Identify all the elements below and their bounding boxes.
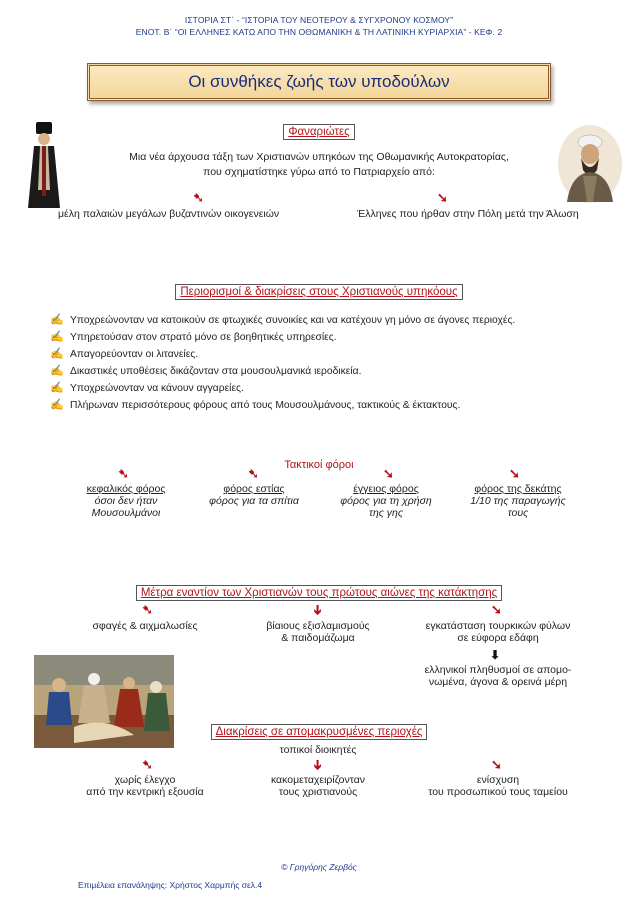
restrictions-heading: Περιορισμοί & διακρίσεις στους Χριστιανούς υπηκόους: [175, 284, 462, 300]
footer-copyright: © Γρηγόρης Ζερβός: [281, 862, 357, 872]
footer-credit: Επιμέλεια επανάληψης: Χρήστος Χαρμπής σελ.4: [78, 880, 263, 890]
remote-heading: Διακρίσεις σε απομακρυσμένες περιοχές: [211, 724, 428, 740]
arrow-down-right-icon: ➘: [509, 466, 520, 481]
arrow-down-right-icon: ➘: [491, 757, 502, 772]
arrow-down-icon: ➔: [310, 604, 326, 616]
remote-local-governors: τοπικοί διοικητές: [279, 744, 357, 756]
taxes-heading-row: [0, 455, 638, 473]
measure-islamization: βίαιους εξισλαμισμούς & παιδομάζωμα: [266, 620, 370, 644]
tax-item-land: έγγειος φόρος φόρος για τη χρήση της γης: [340, 483, 432, 519]
measure-slaughter: σφαγές & αιχμαλωσίες: [92, 620, 198, 632]
tax-item-hearth: φόρος εστίας φόρος για τα σπίτια: [209, 483, 299, 507]
list-item: ✍ Υποχρεώνονταν να κατοικούν σε φτωχικές συνοικίες και να κατέχουν γη μόνο σε άγονες περιοχές.: [50, 312, 515, 329]
arrow-down-left-icon: ➷: [142, 757, 153, 772]
tax-item-capitation: κεφαλικός φόρος όσοι δεν ήταν Μουσουλμάνοι: [86, 483, 166, 519]
list-item: ✍ Απαγορεύονταν οι λιτανείες.: [50, 346, 515, 363]
pen-bullet-icon: ✍: [50, 331, 64, 343]
phanariots-origin-right: Έλληνες που ήρθαν στην Πόλη μετά την Άλωση: [357, 208, 579, 220]
pen-bullet-icon: ✍: [50, 314, 64, 326]
taxes-heading: Τακτικοί φόροι: [284, 459, 354, 471]
restrictions-heading-row: [0, 282, 638, 300]
remote-mistreatment: κακομεταχειρίζονταν τους χριστιανούς: [270, 774, 366, 798]
phanariots-desc-line-2: που σχηματίστηκε γύρω από το Πατριαρχείο από:: [203, 166, 435, 178]
page-title: Οι συνθήκες ζωής των υποδούλων: [188, 72, 450, 91]
header-line-2: ΕΝΟΤ. Β΄ “ΟΙ ΕΛΛΗΝΕΣ ΚΑΤΩ ΑΠΟ ΤΗΝ ΟΘΩΜΑΝΙΚΗ & ΤΗ ΛΑΤΙΝΙΚΗ ΚΥΡΙΑΡΧΙΑ” - ΚΕΦ. 2: [135, 27, 503, 37]
phanariots-origin-left: μέλη παλαιών μεγάλων βυζαντινών οικογενειών: [58, 208, 280, 220]
list-item: ✍ Υποχρεώνονταν να κάνουν αγγαρείες.: [50, 380, 515, 397]
list-item: ✍ Πλήρωναν περισσότερους φόρους από τους Μουσουλμάνους, τακτικούς & έκτακτους.: [50, 397, 515, 414]
remote-heading-row: [0, 722, 638, 740]
arrow-down-left-icon: ➷: [193, 190, 204, 205]
pen-bullet-icon: ✍: [50, 399, 64, 411]
pen-bullet-icon: ✍: [50, 365, 64, 377]
arrow-down-right-icon: ➘: [383, 466, 394, 481]
arrow-down-right-icon: ➘: [437, 190, 448, 205]
measure-turkish-tribes: εγκατάσταση τουρκικών φύλων σε εύφορα εδάφη: [425, 620, 571, 644]
measure-greek-populations: ελληνικοί πληθυσμοί σε απομο- νωμένα, άγονα & ορεινά μέρη: [424, 664, 572, 688]
restrictions-list: [50, 312, 515, 414]
remote-personal-treasury: ενίσχυση του προσωπικού τους ταμείου: [428, 774, 568, 798]
arrow-down-left-icon: ➷: [248, 466, 259, 481]
phanariots-heading-row: [0, 122, 638, 140]
pen-bullet-icon: ✍: [50, 348, 64, 360]
measures-heading-row: [0, 583, 638, 601]
pen-bullet-icon: ✍: [50, 382, 64, 394]
tax-item-tithe: φόρος της δεκάτης 1/10 της παραγωγής τους: [470, 483, 566, 519]
list-item: ✍ Υπηρετούσαν στον στρατό μόνο σε βοηθητικές υπηρεσίες.: [50, 329, 515, 346]
measures-heading: Μέτρα εναντίον των Χριστιανών τους πρώτους αιώνες της κατάκτησης: [136, 585, 502, 601]
arrow-down-right-icon: ➘: [491, 602, 502, 617]
header-line-1: ΙΣΤΟΡΙΑ ΣΤ΄ - “ΙΣΤΟΡΙΑ ΤΟΥ ΝΕΟΤΕΡΟΥ & ΣΥΓΧΡΟΝΟΥ ΚΟΣΜΟΥ”: [184, 15, 454, 25]
list-item: ✍ Δικαστικές υποθέσεις δικάζονταν στα μουσουλμανικά ιεροδικεία.: [50, 363, 515, 380]
arrow-down-black-icon: ⬇: [490, 648, 501, 662]
phanariots-desc-line-1: Μια νέα άρχουσα τάξη των Χριστιανών υπηκόων της Οθωμανικής Αυτοκρατορίας,: [129, 151, 509, 163]
arrow-down-left-icon: ➷: [142, 602, 153, 617]
arrow-down-icon: ➔: [310, 759, 326, 771]
remote-no-control: χωρίς έλεγχο από την κεντρική εξουσία: [86, 774, 204, 798]
arrow-down-left-icon: ➷: [118, 466, 129, 481]
title-banner: [87, 63, 551, 101]
phanariots-heading: Φαναριώτες: [283, 124, 354, 140]
